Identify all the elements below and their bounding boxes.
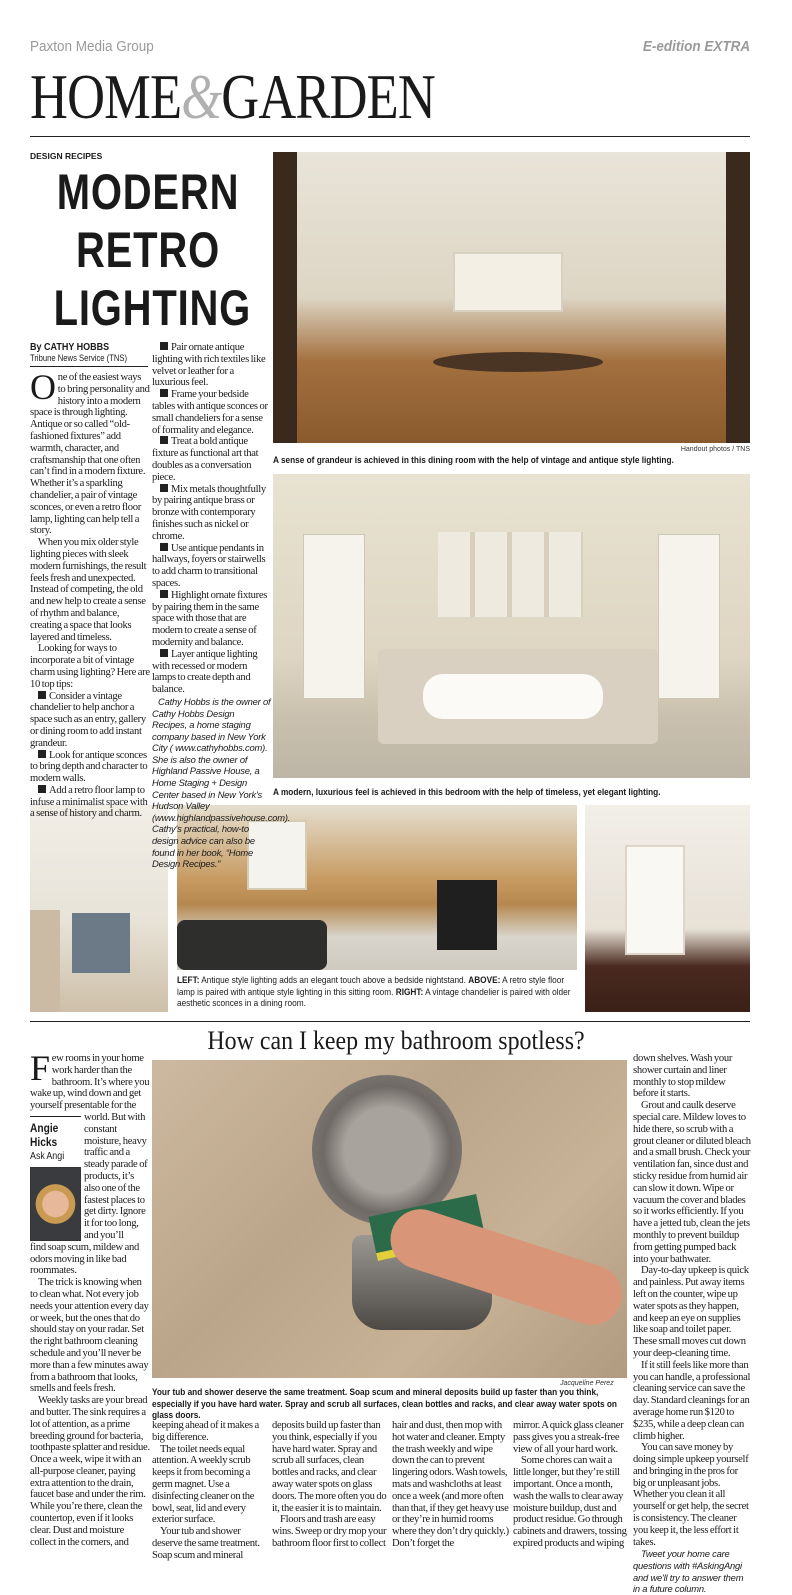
tip: Use antique pendants in hallways, foyers or stairwells to add charm to transitional spaces.	[152, 542, 266, 589]
header-rule	[30, 136, 750, 137]
drop-cap: F	[30, 1048, 50, 1088]
author-headshot	[30, 1167, 81, 1241]
paragraph: ne of the easiest ways to bring personality and history into a modern space is through lighting. Antique or so called “old-fashioned fixtures” add warmth, character, and craftsmanship that one often can’t find in a modern fixture. Whether it’s a sparkling chandelier, a pair of vintage sconces, or even a retro floor lamp, lighting can help tell a story.	[30, 372, 150, 537]
tip: Add a retro floor lamp to infuse a minimalist space with a sense of history and charm.	[30, 784, 148, 820]
title-line: LIGHTING	[53, 280, 252, 336]
caption-label: RIGHT:	[395, 985, 424, 997]
paragraph: Grout and caulk deserve special care. Mildew loves to hide there, so scrub with a grout cleaner or diluted bleach and a small brush. Check your ventilation fan, since dust and sticky residue from humid air can slow it down. Wipe or vacuum the cover and blades so it works efficiently. If you have a jetted tub, clean the jets monthly to prevent buildup from getting pumped back into your bathwater.	[633, 1100, 751, 1265]
bullet-square-icon	[38, 691, 46, 699]
paragraph: keeping ahead of it makes a big difference.	[152, 1420, 259, 1443]
bedroom-photo	[273, 474, 750, 778]
tip: Consider a vintage chandelier to help anchor a space such as an entry, gallery or dining room to add instant grandeur.	[30, 690, 146, 749]
paragraph: ew rooms in your home work harder than the bathroom. It’s where you wake up, wind down and get yourself presentable for the	[30, 1053, 150, 1112]
section-label: DESIGN RECIPES	[30, 151, 103, 161]
article2-col1	[30, 1048, 150, 1548]
article-title	[53, 163, 252, 337]
drop-cap: O	[30, 367, 56, 407]
paragraph: world. But with constant moisture, heavy traffic and a steady parade of products, it’s also one of the fastest places to get dirty. Ignore it for too long, and you’ll	[84, 1111, 148, 1241]
agency: Tribune News Service (TNS)	[30, 353, 128, 363]
bathroom-headline: How can I keep my bathroom spotless?	[207, 1026, 585, 1055]
tip: Layer antique lighting with recessed or modern lamps to create depth and balance.	[152, 648, 258, 696]
nightstand-photo	[30, 805, 168, 1012]
paragraph: find soap scum, mildew and odors moving in like bad roommates.	[30, 1241, 139, 1277]
tip: Pair ornate antique lighting with rich textiles like velvet or leather for a luxurious feel.	[152, 342, 266, 389]
caption-label: ABOVE:	[468, 974, 501, 985]
author-rule	[30, 1116, 81, 1117]
author-bio: Cathy Hobbs is the owner of Cathy Hobbs Design Recipes, a home staging company based in New York City ( www.cathyhobbs.com). She is also the owner of Highland Passive House, a Home Staging + Design Center based in New York's Hudson Valley (www.highlandpassivehouse.com). Cathy's practical, how-to design advice can also be found in her book, “Home Design Recipes.”	[152, 695, 291, 870]
caption-text: A vintage chandelier is paired with older aesthetic sconces in a dining room.	[177, 985, 571, 1008]
bathroom-caption: Your tub and shower deserve the same treatment. Soap scum and mineral deposits build up faster than you think, especially if you have hard water. Spray and scrub all surfaces, clean bottles and racks, and clear away water spots on glass doors.	[152, 1386, 617, 1420]
paragraph: Some chores can wait a little longer, but they’re still important. Once a month, wash the walls to clear away moisture buildup, dust and product residue. Go through cabinets and drawers, tossing expired products and wiping	[513, 1455, 627, 1549]
title-line: MODERN	[56, 164, 240, 220]
section-rule	[30, 1021, 750, 1022]
masthead-ampersand: &	[181, 61, 222, 132]
chandelier-dining-photo	[585, 805, 750, 1012]
bullet-square-icon	[38, 750, 46, 758]
bullet-square-icon	[160, 649, 168, 657]
bedroom-caption: A modern, luxurious feel is achieved in this bedroom with the help of timeless, yet elegant lighting.	[273, 786, 661, 797]
paragraph: If it still feels like more than you can handle, a professional cleaning service can save the day. Standard cleanings for an average home run $120 to $235, while a deep clean can climb higher.	[633, 1359, 751, 1442]
article2-col2	[152, 1420, 269, 1562]
article2-col6	[633, 1053, 752, 1595]
bullet-square-icon	[160, 389, 168, 397]
bullet-square-icon	[38, 785, 46, 793]
paragraph: The trick is knowing when to clean what. Not every job needs your attention every day or week, but the ones that do should stay on your radar. Set the right bathroom cleaning schedule and you’ll never be more than a few minutes away from a bathroom that looks, smells and feels fresh.	[30, 1277, 149, 1395]
byline: By CATHY HOBBS	[30, 342, 110, 353]
masthead	[30, 61, 435, 132]
article2-col5	[513, 1420, 630, 1550]
paragraph: When you mix older style lighting pieces with sleek modern furnishings, the result feels fresh and unexpected. Instead of competing, the old and new help to create a sense of rhythm and balance, creating a space that looks layered and timeless.	[30, 537, 147, 643]
photo-row-caption	[177, 974, 577, 1009]
title-line: RETRO	[76, 222, 220, 278]
paragraph: Your tub and shower deserve the same treatment. Soap scum and mineral	[152, 1526, 260, 1561]
bullet-square-icon	[160, 342, 168, 350]
dining-caption: A sense of grandeur is achieved in this dining room with the help of vintage and antique style lighting.	[273, 454, 674, 465]
paragraph: mirror. A quick glass cleaner pass gives you a streak-free view of all your hard work.	[513, 1420, 624, 1455]
article2-col4	[392, 1420, 509, 1550]
tip: Mix metals thoughtfully by pairing antique brass or bronze with contemporary finishes such as nickel or chrome.	[152, 483, 266, 542]
column-name: Ask Angi	[30, 1149, 65, 1162]
publisher-name: Paxton Media Group	[30, 38, 154, 55]
bullet-square-icon	[160, 484, 168, 492]
article1-col1	[30, 367, 150, 820]
paragraph: You can save money by doing simple upkeep yourself and bringing in the pros for big or unpleasant jobs. Whether you clean it all yourself or get help, the secret is consistency. The cleaner you keep it, the less effort it takes.	[633, 1442, 749, 1548]
tip: Highlight ornate fixtures by pairing them in the same space with those that are modern to create a sense of modernity and balance.	[152, 589, 268, 648]
bullet-square-icon	[160, 436, 168, 444]
bathroom-faucet-photo	[152, 1060, 627, 1378]
masthead-home: HOME	[30, 61, 182, 132]
article2-col3	[272, 1420, 389, 1550]
author-box	[30, 1112, 81, 1242]
bullet-square-icon	[160, 590, 168, 598]
paragraph: deposits build up faster than you think, especially if you have hard water. Spray and scrub all surfaces, clean bottles and racks, and clear away water spots on glass doors. The more often you do it, the easier it is to maintain.	[272, 1420, 387, 1514]
paragraph: Looking for ways to incorporate a bit of vintage charm using lighting? Here are 10 top tips:	[30, 643, 150, 690]
caption-label: LEFT:	[177, 974, 200, 985]
byline-block	[30, 342, 148, 367]
masthead-garden: GARDEN	[221, 61, 435, 132]
paragraph: down shelves. Wash your shower curtain and liner monthly to stop mildew before it starts.	[633, 1053, 733, 1100]
edition-label: E-edition EXTRA	[642, 38, 750, 55]
column-tagline: Tweet your home care questions with #AskingAngi and we'll try to answer them in a future column.	[633, 1548, 744, 1595]
tip: Look for antique sconces to bring depth and character to modern walls.	[30, 749, 148, 785]
bullet-square-icon	[160, 543, 168, 551]
dining-room-photo	[273, 152, 750, 443]
article1-col2	[152, 342, 291, 870]
paragraph: Floors and trash are easy wins. Sweep or dry mop your bathroom floor first to collect	[272, 1514, 387, 1549]
caption-text: Antique style lighting adds an elegant touch above a bedside nightstand.	[199, 974, 469, 985]
author-last-name: Hicks	[30, 1134, 58, 1149]
photo-credit: Handout photos / TNS	[680, 446, 750, 453]
paragraph: hair and dust, then mop with hot water and cleaner. Empty the trash weekly and wipe down the can to prevent lingering odors. Wash towels, mats and washcloths at least once a week (and more often than that, if they get heavy use or they’re in humid rooms where they don’t dry quickly.) Don’t forget the	[392, 1420, 509, 1549]
paragraph: Weekly tasks are your bread and butter. The sink requires a lot of attention, as a prime breeding ground for bacteria, toothpaste splatter and residue. Once a week, wipe it with an all-purpose cleaner, paying extra attention to the drain, faucet base and under the rim. While you’re there, clean the countertop, even if it looks clear. Dust and moisture collect in the corners, and	[30, 1395, 150, 1548]
caption-text: A retro style floor lamp is paired with antique style lighting in this sitting room.	[177, 974, 565, 997]
paragraph: Day-to-day upkeep is quick and painless. Put away items left on the counter, wipe up water spots as they happen, and keep an eye on supplies like soap and toilet paper. These small moves cut down your deep-cleaning time.	[633, 1265, 749, 1359]
tip: Frame your bedside tables with antique sconces or small chandeliers for a sense of formality and elegance.	[152, 389, 268, 436]
photo-credit: Jacqueline Perez	[560, 1380, 614, 1387]
author-first-name: Angie	[30, 1120, 59, 1135]
paragraph: The toilet needs equal attention. A weekly scrub keeps it from becoming a germ magnet. Use a disinfecting cleaner on the bowl, seat, lid and every exterior surface.	[152, 1443, 255, 1526]
tip: Treat a bold antique fixture as functional art that doubles as a conversation piece.	[152, 436, 259, 483]
